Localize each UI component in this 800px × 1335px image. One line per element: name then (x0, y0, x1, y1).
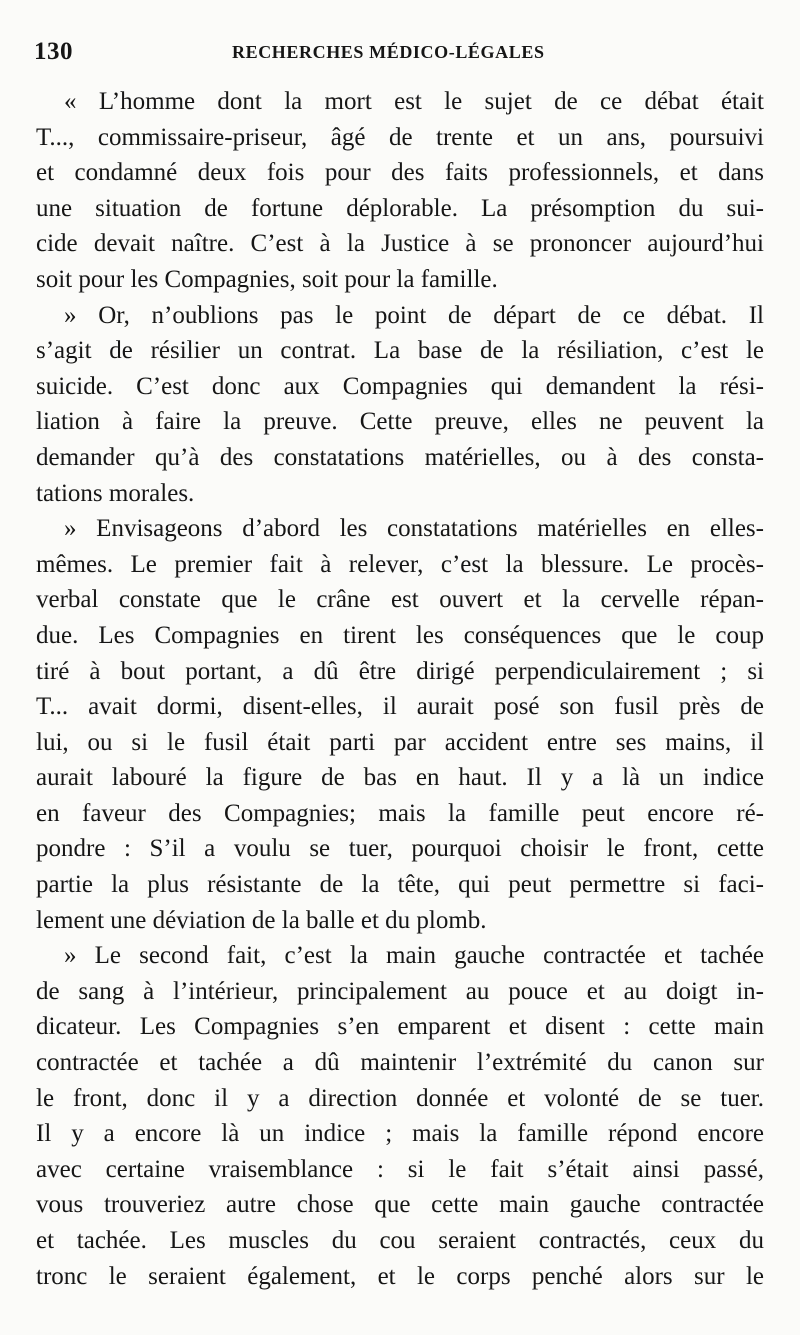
text-line: et condamné deux fois pour des faits professionnels, et dans (36, 159, 764, 187)
page-header (34, 38, 764, 70)
running-head: RECHERCHES MÉDICO-LÉGALES (232, 42, 545, 62)
page-number: 130 (34, 38, 73, 65)
text-line: » Envisageons d’abord les constatations matérielles en elles- (64, 515, 764, 543)
text-line: partie la plus résistante de la tête, qui peut permettre si faci- (36, 871, 764, 899)
text-line: verbal constate que le crâne est ouvert et la cervelle répan- (36, 586, 764, 614)
text-line: Il y a encore là un indice ; mais la famille répond encore (36, 1120, 764, 1148)
body-text (36, 84, 764, 1294)
text-line: s’agit de résilier un contrat. La base de la résiliation, c’est le (36, 337, 764, 365)
text-line: T... avait dormi, disent-elles, il aurait posé son fusil près de (36, 693, 764, 721)
text-line: et tachée. Les muscles du cou seraient contractés, ceux du (36, 1227, 764, 1254)
text-line: due. Les Compagnies en tirent les conséquences que le coup (36, 621, 764, 649)
text-line: suicide. C’est donc aux Compagnies qui demandent la rési- (36, 372, 764, 400)
text-line: T..., commissaire-priseur, âgé de trente et un ans, poursuivi (36, 123, 764, 151)
text-line: liation à faire la preuve. Cette preuve, elles ne peuvent la (36, 408, 764, 436)
text-line: tiré à bout portant, a dû être dirigé perpendiculairement ; si (36, 657, 764, 685)
text-line: mêmes. Le premier fait à relever, c’est la blessure. Le procès- (36, 550, 764, 578)
text-line: tations morales. (36, 479, 195, 507)
text-line: aurait labouré la figure de bas en haut. Il y a là un indice (36, 764, 764, 792)
text-line: » Le second fait, c’est la main gauche contractée et tachée (64, 942, 764, 970)
text-line: vous trouveriez autre chose que cette main gauche contractée (36, 1191, 764, 1219)
text-line: en faveur des Compagnies; mais la famille peut encore ré- (36, 799, 764, 827)
text-line: cide devait naître. C’est à la Justice à se prononcer aujourd’hui (36, 230, 764, 258)
text-line: une situation de fortune déplorable. La présomption du sui- (36, 194, 764, 222)
text-line: pondre : S’il a voulu se tuer, pourquoi choisir le front, cette (36, 835, 764, 863)
text-line: demander qu’à des constatations matérielles, ou à des consta- (36, 443, 764, 471)
text-line: contractée et tachée a dû maintenir l’extrémité du canon sur (36, 1049, 764, 1077)
text-line: le front, donc il y a direction donnée et volonté de se tuer. (36, 1084, 764, 1112)
text-line: lement une déviation de la balle et du plomb. (36, 906, 487, 934)
text-line: soit pour les Compagnies, soit pour la famille. (36, 265, 498, 293)
text-line: avec certaine vraisemblance : si le fait s’était ainsi passé, (36, 1155, 764, 1183)
text-line: tronc le seraient également, et le corps penché alors sur le (36, 1262, 764, 1290)
text-line: dicateur. Les Compagnies s’en emparent et disent : cette main (36, 1013, 764, 1041)
text-line: de sang à l’intérieur, principalement au pouce et au doigt in- (36, 977, 764, 1005)
text-line: « L’homme dont la mort est le sujet de ce débat était (64, 88, 764, 115)
text-line: lui, ou si le fusil était parti par accident entre ses mains, il (36, 728, 764, 756)
text-line: » Or, n’oublions pas le point de départ de ce débat. Il (64, 301, 764, 329)
